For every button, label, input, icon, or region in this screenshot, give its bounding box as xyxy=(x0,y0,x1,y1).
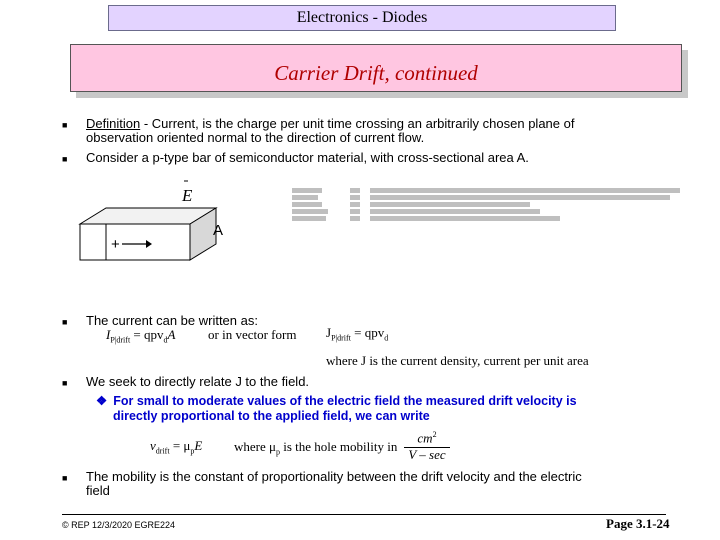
legend-descriptions xyxy=(370,188,682,223)
field-label: E xyxy=(182,186,193,205)
bullet-marker: ■ xyxy=(62,120,68,130)
bullet-definition xyxy=(86,117,686,145)
equation-drift-velocity: $v_{drift} = \mu_pE$ xyxy=(150,438,203,456)
semiconductor-bar-figure xyxy=(78,174,298,264)
bullet-marker: ■ xyxy=(62,154,68,164)
sub-bullet-drift-velocity: ❖ For small to moderate values of the electric field the measured drift velocity is directly proportional to the applied field, we can write xyxy=(96,394,577,423)
bullet-marker: ■ xyxy=(62,473,68,483)
mobility-units: $cm^2$ V – sec xyxy=(404,428,450,462)
definition-text-line2: observation oriented normal to the direction of current flow. xyxy=(86,130,425,145)
legend-symbols xyxy=(292,188,336,223)
bullet-current: The current can be written as: xyxy=(86,313,258,328)
footer-copyright: © REP 12/3/2020 EGRE224 xyxy=(62,520,176,530)
area-label: A xyxy=(213,222,224,239)
hole-plus-sign: + xyxy=(111,236,120,253)
mobility-note: where $\mu_p$ is the hole mobility in xyxy=(234,439,398,457)
diamond-bullet-icon: ❖ xyxy=(96,394,108,408)
bullet-mobility: The mobility is the constant of proportionality between the drift velocity and the electric field xyxy=(86,469,582,498)
legend-operators xyxy=(350,188,360,223)
header-title: Electronics - Diodes xyxy=(108,5,616,31)
equation-current-density: $J_{P|drift} = qpv_d$ xyxy=(326,325,389,343)
current-density-note: where J is the current density, current per unit area xyxy=(326,353,589,368)
footer-rule xyxy=(62,514,666,515)
bullet-relate-j: We seek to directly relate J to the field. xyxy=(86,374,310,389)
definition-text: - Current, is the charge per unit time crossing an arbitrarily chosen plane of xyxy=(140,116,575,131)
definition-term: Definition xyxy=(86,116,141,131)
bullet-marker: ■ xyxy=(62,378,68,388)
bullet-ptype-bar: Consider a p-type bar of semiconductor material, with cross-sectional area A. xyxy=(86,150,529,165)
footer-page-number: Page 3.1-24 xyxy=(606,516,670,531)
equation-current: $I_{P|drift} = qpv_dA$ xyxy=(106,327,176,345)
bullet-marker: ■ xyxy=(62,317,68,327)
slide-title: Carrier Drift, continued xyxy=(70,44,682,92)
vector-form-label: or in vector form xyxy=(208,327,297,342)
bar-front-face xyxy=(80,224,190,260)
